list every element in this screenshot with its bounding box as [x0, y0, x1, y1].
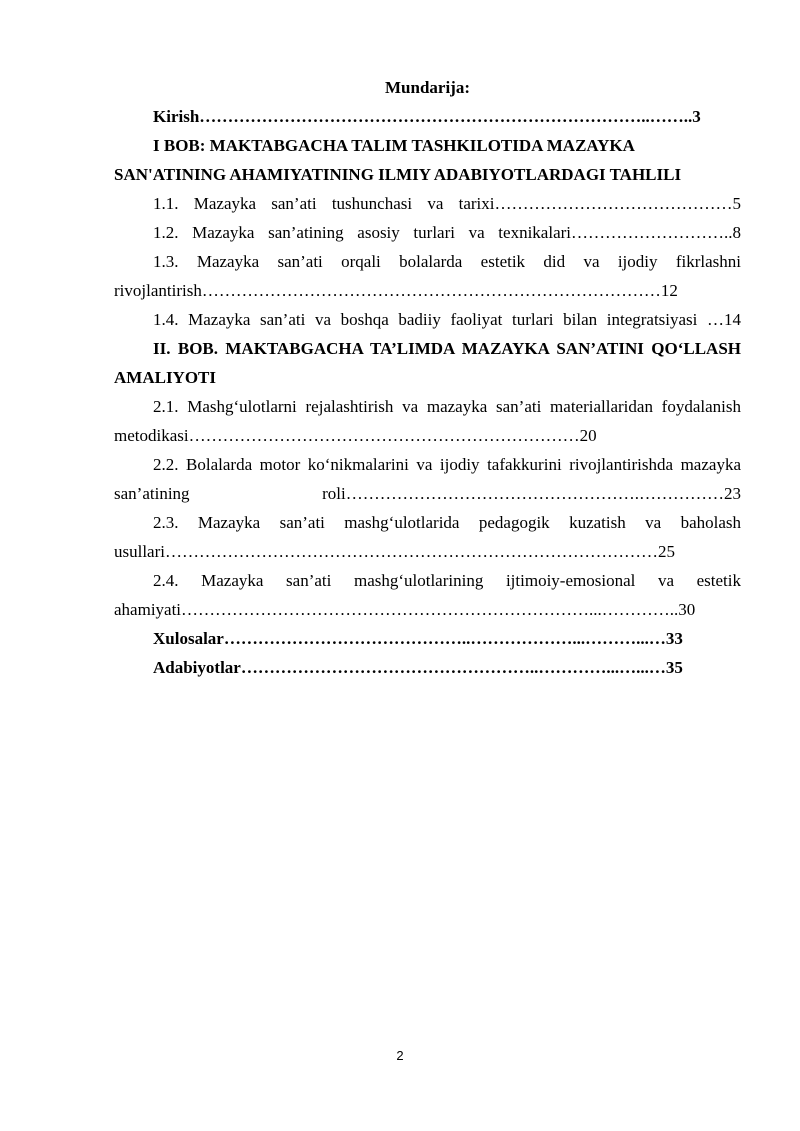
toc-entry-xulosalar: Xulosalar……………………………………..………………...………...…33 [153, 629, 683, 648]
toc-entry-kirish: Kirish……………………………………………………………………..……..3 [153, 107, 701, 126]
toc-entry-1-3: 1.3. Mazayka san’ati orqali bolalarda estetik did va ijodiy fikrlashni rivojlantirish………………………………………………………………………12 [114, 252, 741, 300]
toc-chapter-2-heading: II. BOB. MAKTABGACHA TA’LIMDA MAZAYKA SAN’ATINI QO‘LLASH AMALIYOTI [114, 339, 741, 387]
toc-entry-1-4: 1.4. Mazayka san’ati va boshqa badiiy faoliyat turlari bilan integratsiyasi …14 [153, 310, 741, 329]
toc-entry-2-4: 2.4. Mazayka san’ati mashg‘ulotlarining ijtimoiy-emosional va estetik ahamiyati………………………………………………………………...…………..30 [114, 571, 741, 619]
toc-entry-2-2: 2.2. Bolalarda motor ko‘nikmalarini va ijodiy tafakkurini rivojlantirishda mazayka san’atining roli…………………………………………….……………23 [114, 455, 741, 503]
toc-entry-2-3: 2.3. Mazayka san’ati mashg‘ulotlarida pedagogik kuzatish va baholash usullari……………………………………………………………………………25 [114, 513, 741, 561]
toc-entry-2-1: 2.1. Mashg‘ulotlarni rejalashtirish va mazayka san’ati materiallaridan foydalanish metodikasi……………………………………………………………20 [114, 397, 741, 445]
toc-chapter-1-heading: I BOB: MAKTABGACHA TALIM TASHKILOTIDA MAZAYKA SAN'ATINING AHAMIYATINING ILMIY ADABIYOTLARDAGI TAHLILI [114, 136, 682, 184]
table-of-contents [114, 72, 741, 682]
page-number: 2 [396, 1048, 404, 1063]
toc-title: Mundarija: [385, 78, 470, 97]
toc-entry-adabiyotlar: Adabiyotlar……………………………………………..…………...…...…35 [153, 658, 683, 677]
toc-entry-1-2: 1.2. Mazayka san’atining asosiy turlari va texnikalari………………………..8 [153, 223, 741, 242]
toc-entry-1-1: 1.1. Mazayka san’ati tushunchasi va tarixi……………………………………5 [153, 194, 741, 213]
